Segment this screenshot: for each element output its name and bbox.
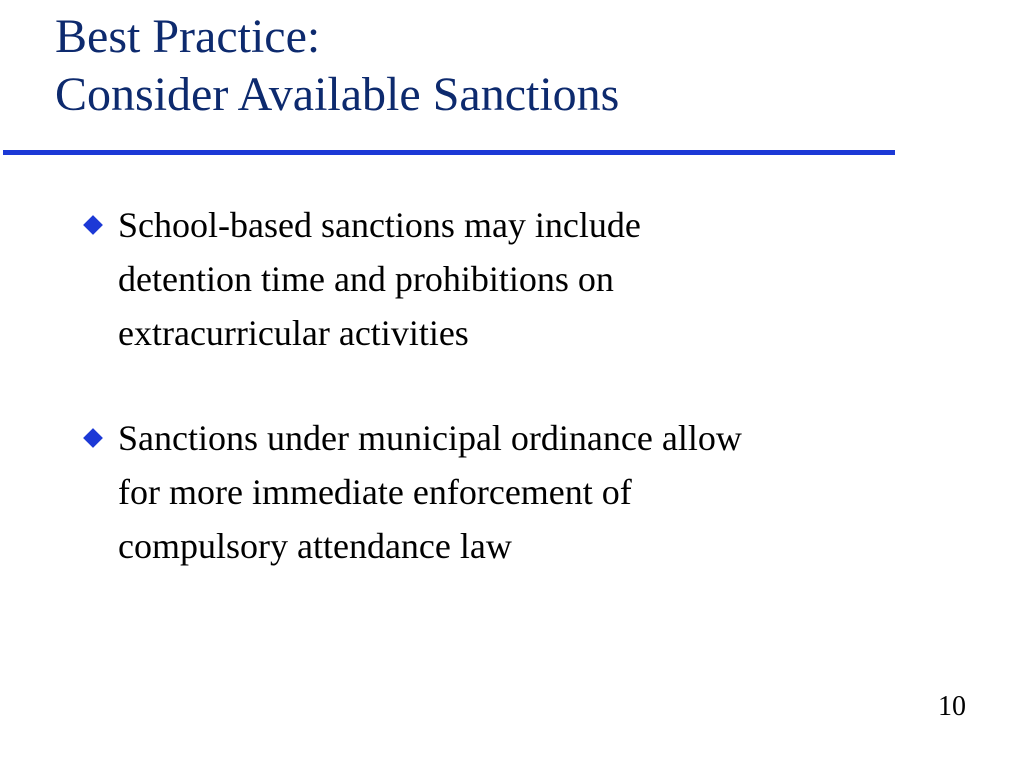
bullet-item-school-sanctions — [0, 198, 918, 360]
diamond-bullet-icon — [83, 428, 103, 448]
title-divider — [3, 150, 895, 155]
bullet-text-line: School-based sanctions may include — [118, 205, 641, 245]
bullet-text-line: detention time and prohibitions on — [118, 259, 614, 299]
bullet-text-line: extracurricular activities — [118, 313, 469, 353]
title-line-2: Consider Available Sanctions — [55, 68, 620, 121]
bullet-text-line: compulsory attendance law — [118, 526, 512, 566]
bullet-list — [0, 198, 1024, 624]
slide-title — [55, 8, 619, 124]
bullet-item-municipal-ordinance — [0, 411, 918, 573]
diamond-bullet-icon — [83, 215, 103, 235]
bullet-text-line: Sanctions under municipal ordinance allow — [118, 418, 742, 458]
bullet-text-line: for more immediate enforcement of — [118, 472, 632, 512]
page-number: 10 — [938, 691, 966, 722]
title-line-1: Best Practice: — [55, 10, 321, 63]
